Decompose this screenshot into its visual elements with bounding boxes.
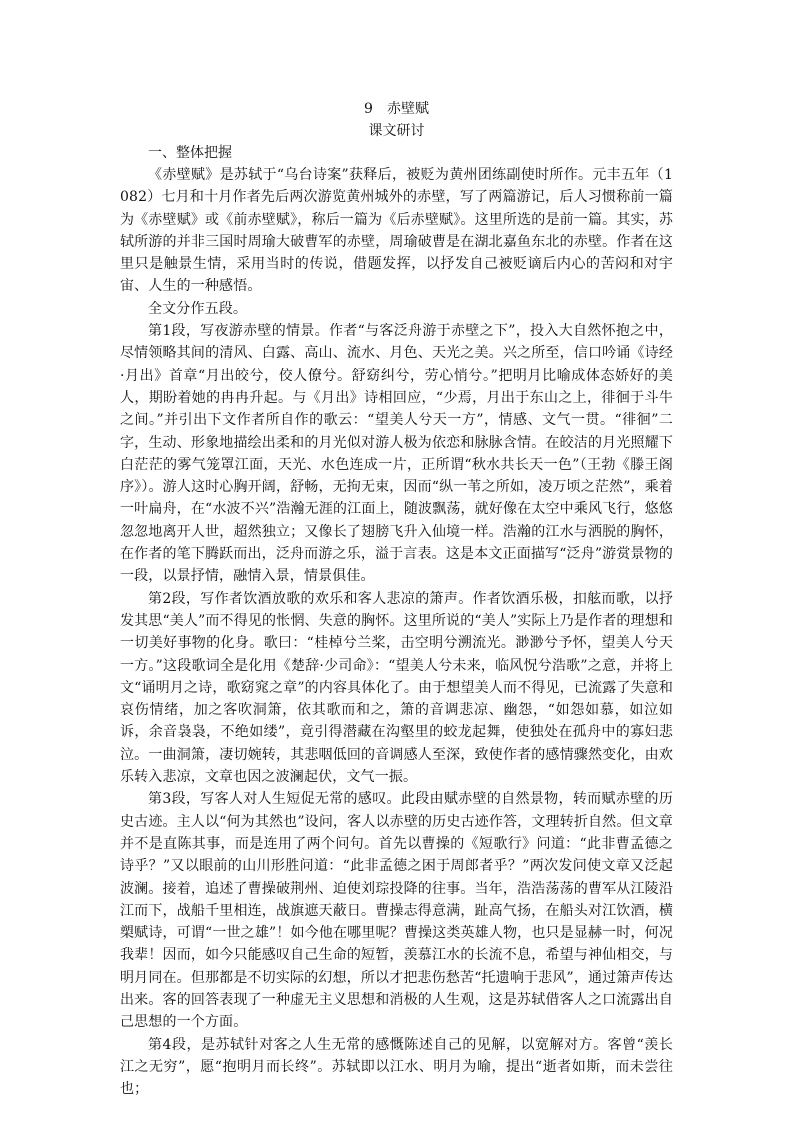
paragraph-section-3: 第3段，写客人对人生短促无常的感叹。此段由赋赤壁的自然景物，转而赋赤壁的历史古迹。主人以“何为其然也”设问，客人以赤壁的历史古迹作答，文理转折自然。但文章并不是直陈其事，而是连用了两个问句。首先以曹操的《短歌行》问道：“此非曹孟德之诗乎？”又以眼前的山川形胜问道：“此非孟德之困于周郎者乎？”两次发问使文章又泛起波澜。接着，追述了曹操破荆州、迫使刘琮投降的往事。当年，浩浩荡荡的曹军从江陵沿江而下，战船千里相连，战旗遮天蔽日。曹操志得意满，趾高气扬，在船头对江饮酒，横槊赋诗，可谓“一世之雄”！如今他在哪里呢？曹操这类英雄人物，也只是显赫一时，何况我辈！因而，如今只能感叹自己生命的短暂，羡慕江水的长流不息，希望与神仙相交，与明月同在。但那都是不切实际的幻想，所以才把悲伤愁苦“托遗响于悲风”，通过箫声传达出来。客的回答表现了一种虚无主义思想和消极的人生观，这是苏轼借客人之口流露出自己思想的一个方面。 (120, 791, 673, 1031)
lesson-title: 9 赤壁赋 (364, 101, 429, 117)
paragraph-section-4: 第4段，是苏轼针对客之人生无常的感慨陈述自己的见解，以宽解对方。客曾“羡长江之无穷”，愿“抱明月而长终”。苏轼即以江水、明月为喻，提出“逝者如斯，而未尝往也； (120, 1036, 673, 1098)
lesson-subtitle: 课文研讨 (368, 123, 425, 139)
paragraph-intro: 《赤壁赋》是苏轼于“乌台诗案”获释后，被贬为黄州团练副使时所作。元丰五年（1082）七月和十月作者先后两次游览黄州城外的赤壁，写了两篇游记，后人习惯称前一篇为《赤壁赋》或《前赤壁赋》，称后一篇为《后赤壁赋》。这里所选的是前一篇。其实，苏轼所游的并非三国时周瑜大破曹军的赤壁，周瑜破曹是在湖北嘉鱼东北的赤壁。作者在这里只是触景生情，采用当时的传说，借题发挥，以抒发自己被贬谪后内心的苦闷和对宇宙、人生的一种感悟。 (120, 167, 673, 295)
paragraph-structure: 全文分作五段。 (148, 300, 248, 317)
section-heading: 一、整体把握 (148, 145, 232, 161)
paragraph-section-2: 第2段，写作者饮酒放歌的欢乐和客人悲凉的箫声。作者饮酒乐极，扣舷而歌，以抒发其思“美人”而不得见的怅惘、失意的胸怀。这里所说的“美人”实际上乃是作者的理想和一切美好事物的化身。歌曰：“桂棹兮兰桨，击空明兮溯流光。渺渺兮予怀，望美人兮天一方。”这段歌词全是化用《楚辞·少司命》：“望美人兮未来，临风怳兮浩歌”之意，并将上文“诵明月之诗，歌窈窕之章”的内容具体化了。由于想望美人而不得见，已流露了失意和哀伤情绪，加之客吹洞箫，依其歌而和之，箫的音调悲凉、幽怨，“如怨如慕，如泣如诉，余音袅袅，不绝如缕”，竟引得潜藏在沟壑里的蛟龙起舞，使独处在孤舟中的寡妇悲泣。一曲洞箫，凄切婉转，其悲咽低回的音调感人至深，致使作者的感情骤然变化，由欢乐转入悲凉，文章也因之波澜起伏，文气一振。 (120, 590, 673, 786)
paragraph-section-1: 第1段，写夜游赤壁的情景。作者“与客泛舟游于赤壁之下”，投入大自然怀抱之中，尽情领略其间的清风、白露、高山、流水、月色、天光之美。兴之所至，信口吟诵《诗经·月出》首章“月出皎兮，佼人僚兮。舒窈纠兮，劳心悄兮。”把明月比喻成体态娇好的美人，期盼着她的冉冉升起。与《月出》诗相回应，“少焉，月出于东山之上，徘徊于斗牛之间。”并引出下文作者所自作的歌云：“望美人兮天一方”，情感、文气一贯。“徘徊”二字，生动、形象地描绘出柔和的月光似对游人极为依恋和脉脉含情。在皎洁的月光照耀下白茫茫的雾气笼罩江面，天光、水色连成一片，正所谓“秋水共长天一色”（王勃《滕王阁序》）。游人这时心胸开阔，舒畅，无拘无束，因而“纵一苇之所如，凌万顷之茫然”，乘着一叶扁舟，在“水波不兴”浩瀚无涯的江面上，随波飘荡，就好像在太空中乘风飞行，悠悠忽忽地离开人世，超然独立；又像长了翅膀飞升入仙境一样。浩瀚的江水与洒脱的胸怀，在作者的笔下腾跃而出，泛舟而游之乐，溢于言表。这是本文正面描写“泛舟”游赏景物的一段，以景抒情，融情入景，情景俱佳。 (120, 323, 673, 585)
document-body (120, 98, 673, 1100)
